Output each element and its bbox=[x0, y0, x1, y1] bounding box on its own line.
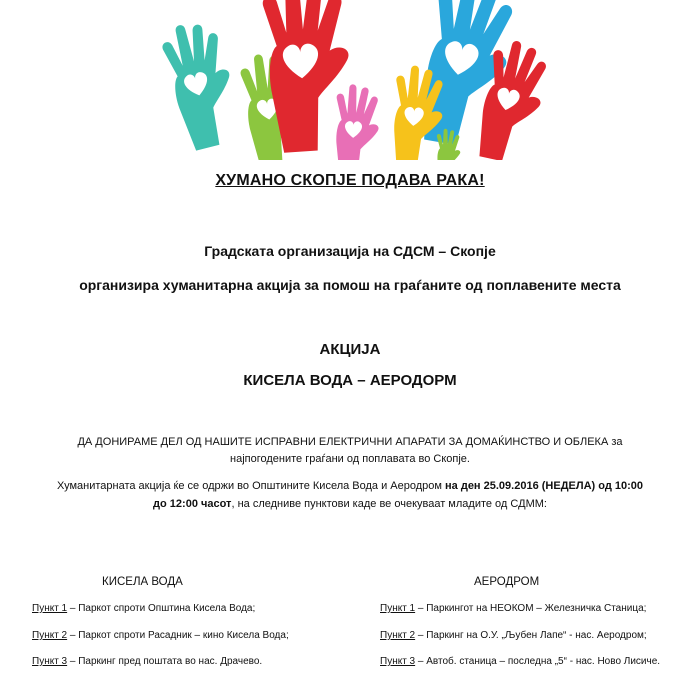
kisela-voda-point bbox=[32, 630, 289, 641]
aerodrom-point bbox=[380, 603, 646, 614]
page-title: ХУМАНО СКОПЈЕ ПОДАВА РАКА! bbox=[215, 172, 485, 189]
point-text: – Паркинг на О.У. „Љубен Лапе“ - нас. Аеродром; bbox=[415, 630, 647, 641]
organizer-line-1: Градската организација на СДСМ – Скопје bbox=[204, 243, 496, 259]
action-name: КИСЕЛА ВОДА – АЕРОДОРМ bbox=[243, 372, 457, 389]
info-line-1 bbox=[0, 480, 700, 492]
aerodrom-point bbox=[380, 656, 660, 667]
point-label: Пункт 2 bbox=[380, 630, 416, 641]
raised-hands-illustration bbox=[0, 0, 700, 160]
point-text: – Паркот спроти Општина Кисела Вода; bbox=[67, 603, 256, 614]
point-text: – Паркот спроти Расадник – кино Кисела Вода; bbox=[67, 630, 289, 641]
info-text: Хуманитарната акција ќе се одржи во Општините Кисела Вода и Аеродром bbox=[56, 480, 446, 492]
point-label: Пункт 2 bbox=[32, 630, 68, 641]
point-text: – Автоб. станица – последна „5“ - нас. Ново Лисиче. bbox=[415, 656, 661, 667]
info-time: до 12:00 часот bbox=[153, 498, 232, 510]
point-label: Пункт 3 bbox=[32, 656, 68, 667]
info-date: на ден 25.09.2016 (НЕДЕЛА) од 10:00 bbox=[445, 480, 643, 492]
kisela-voda-point bbox=[32, 656, 262, 667]
info-line-2 bbox=[0, 498, 700, 510]
point-label: Пункт 1 bbox=[380, 603, 416, 614]
organizer-line-2: организира хуманитарна акција за помош на граѓаните од поплавените места bbox=[79, 277, 621, 293]
teal-hand-icon bbox=[158, 16, 245, 152]
point-label: Пункт 1 bbox=[32, 603, 68, 614]
donation-line-1: ДА ДОНИРАМЕ ДЕЛ ОД НАШИТЕ ИСПРАВНИ ЕЛЕКТРИЧНИ АПАРАТИ ЗА ДОМАЌИНСТВО И ОБЛЕКА за bbox=[77, 436, 623, 448]
aerodrom-heading: АЕРОДРОМ bbox=[474, 576, 540, 588]
aerodrom-point bbox=[380, 630, 647, 641]
donation-line-2: најпогодените граѓани од поплавата во Скопје. bbox=[230, 453, 470, 465]
point-text: – Паркинг пред поштата во нас. Драчево. bbox=[67, 656, 263, 667]
kisela-voda-point bbox=[32, 603, 255, 614]
point-label: Пункт 3 bbox=[380, 656, 416, 667]
action-label: АКЦИЈА bbox=[319, 341, 381, 358]
point-text: – Паркингот на НЕОКОМ – Железничка Станица; bbox=[415, 603, 647, 614]
pink-hand-icon bbox=[334, 84, 380, 160]
kisela-voda-heading: КИСЕЛА ВОДА bbox=[102, 576, 183, 588]
info-text-end: , на следниве пунктови каде ве очекуваат младите од СДММ: bbox=[231, 498, 547, 510]
